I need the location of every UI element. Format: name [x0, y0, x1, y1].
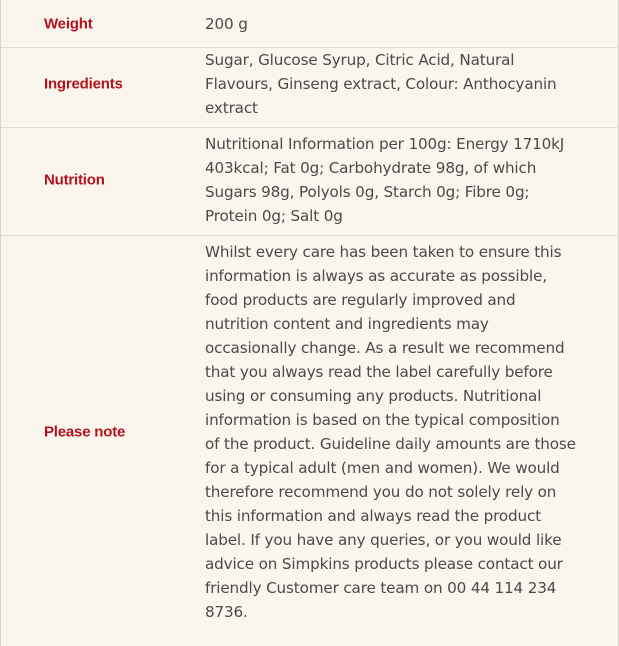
spec-label-nutrition: Nutrition [44, 171, 105, 189]
spec-value-weight: 200 g [205, 15, 248, 33]
spec-label-please-note: Please note [44, 423, 126, 441]
spec-row-nutrition [1, 128, 618, 236]
spec-row-please-note [1, 236, 618, 646]
spec-row-ingredients [1, 48, 618, 128]
spec-value-please-note: Whilst every care has been taken to ensure this information is always as accurate as possible, food products are regularly improved and nutrition content and ingredients may occasionally change. As a result we recommend that you always read the label carefully before using or consuming any products. Nutritional information is based on the typical composition of the product. Guideline daily amounts are those for a typical adult (men and women). We would therefore recommend you do not solely rely on this information and always read the product label. If you have any queries, or you would like advice on Simpkins products please contact our friendly Customer care team on 00 44 114 234 8736. [205, 243, 576, 621]
spec-label-weight: Weight [44, 15, 93, 33]
spec-row-weight [1, 0, 618, 48]
spec-value-nutrition: Nutritional Information per 100g: Energy 1710kJ 403kcal; Fat 0g; Carbohydrate 98g, of which Sugars 98g, Polyols 0g, Starch 0g; Fibre 0g; Protein 0g; Salt 0g [205, 135, 565, 225]
spec-label-ingredients: Ingredients [44, 75, 123, 93]
spec-value-ingredients: Sugar, Glucose Syrup, Citric Acid, Natural Flavours, Ginseng extract, Colour: Anthocyanin extract [205, 51, 557, 117]
